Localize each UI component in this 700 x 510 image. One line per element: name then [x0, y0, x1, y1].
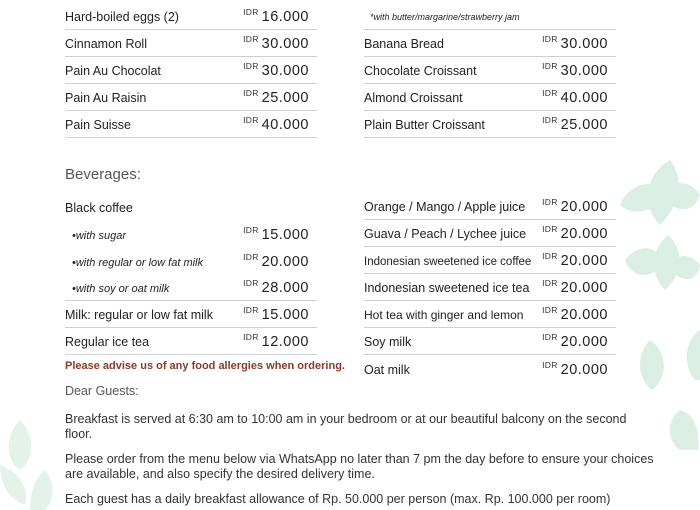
- price-amount: 20.000: [560, 280, 608, 296]
- menu-item-row: [364, 193, 616, 220]
- item-price: [542, 332, 608, 351]
- currency-label: IDR: [243, 61, 259, 71]
- menu-item-row: [364, 328, 616, 355]
- item-name: Pain Suisse: [65, 118, 132, 132]
- item-price: [243, 305, 309, 324]
- price-amount: 20.000: [560, 307, 608, 323]
- leaf-pattern-bottom-left: [0, 410, 70, 510]
- currency-label: IDR: [542, 251, 558, 261]
- menu-item-row: [364, 111, 616, 138]
- currency-label: IDR: [542, 305, 558, 315]
- item-price: [542, 197, 608, 216]
- item-name: Soy milk: [364, 335, 412, 349]
- currency-label: IDR: [243, 252, 259, 262]
- menu-item-row: [65, 220, 317, 247]
- currency-label: IDR: [542, 278, 558, 288]
- item-name: Cinnamon Roll: [65, 37, 147, 51]
- menu-item-row: [65, 30, 317, 57]
- currency-label: IDR: [243, 225, 259, 235]
- item-price: [542, 251, 608, 270]
- item-price: [243, 278, 309, 297]
- item-name: Orange / Mango / Apple juice: [364, 200, 526, 214]
- currency-label: IDR: [542, 115, 558, 125]
- price-amount: 15.000: [261, 227, 309, 243]
- currency-label: IDR: [542, 360, 558, 370]
- price-amount: 40.000: [560, 90, 608, 106]
- currency-label: IDR: [542, 88, 558, 98]
- beverages-heading: Beverages:: [65, 166, 141, 183]
- item-price: [542, 34, 608, 53]
- currency-label: IDR: [542, 224, 558, 234]
- price-amount: 30.000: [261, 63, 309, 79]
- menu-item-row: [364, 274, 616, 301]
- menu-item-row: [65, 111, 317, 138]
- price-amount: 20.000: [560, 253, 608, 269]
- currency-label: IDR: [542, 332, 558, 342]
- menu-item-row: [364, 220, 616, 247]
- item-price: [243, 115, 309, 134]
- price-amount: 20.000: [560, 334, 608, 350]
- item-name: Hard-boiled eggs (2): [65, 10, 179, 24]
- currency-label: IDR: [542, 197, 558, 207]
- menu-item-row: [364, 57, 616, 84]
- price-amount: 20.000: [560, 226, 608, 242]
- currency-label: IDR: [243, 34, 259, 44]
- item-name: •with sugar: [72, 230, 126, 242]
- price-amount: 25.000: [261, 90, 309, 106]
- menu-item-row: [65, 84, 317, 111]
- price-amount: 30.000: [560, 63, 608, 79]
- price-amount: 28.000: [261, 280, 309, 296]
- price-amount: 12.000: [261, 334, 309, 350]
- price-amount: 25.000: [560, 117, 608, 133]
- menu-item-row: [65, 247, 317, 274]
- beverages-right-column: [364, 193, 616, 382]
- breakfast-left-column: [65, 3, 317, 138]
- menu-note-row: [364, 3, 616, 30]
- price-amount: 30.000: [261, 36, 309, 52]
- item-name: Hot tea with ginger and lemon: [364, 308, 524, 322]
- item-price: [542, 224, 608, 243]
- item-name: Almond Croissant: [364, 91, 463, 105]
- item-price: [542, 278, 608, 297]
- greeting: Dear Guests:: [65, 384, 139, 398]
- item-name: Guava / Peach / Lychee juice: [364, 227, 527, 241]
- item-name: Regular ice tea: [65, 335, 150, 349]
- item-price: [243, 7, 309, 26]
- item-price: [542, 61, 608, 80]
- leaf-cluster-icon: [620, 160, 700, 450]
- menu-item-row: [364, 247, 616, 274]
- price-amount: 30.000: [560, 36, 608, 52]
- currency-label: IDR: [243, 305, 259, 315]
- currency-label: IDR: [243, 278, 259, 288]
- menu-item-row: [364, 30, 616, 57]
- price-amount: 20.000: [560, 199, 608, 215]
- currency-label: IDR: [542, 61, 558, 71]
- item-name: Pain Au Raisin: [65, 91, 147, 105]
- breakfast-hours-paragraph: Breakfast is served at 6:30 am to 10:00 am in your bedroom or at our beautiful balcony on the second floor.: [65, 412, 627, 441]
- menu-item-row: [364, 355, 616, 382]
- menu-item-row: [65, 328, 317, 355]
- menu-item-row: [65, 301, 317, 328]
- item-price: [243, 88, 309, 107]
- price-amount: 20.000: [560, 362, 608, 378]
- item-name: •with soy or oat milk: [72, 283, 170, 295]
- item-price: [542, 360, 608, 379]
- menu-item-row: [65, 3, 317, 30]
- menu-item-row: [65, 274, 317, 301]
- beverages-left-column: [65, 193, 317, 355]
- menu-heading-row: [65, 193, 317, 220]
- item-price: [243, 61, 309, 80]
- leaf-corner-icon: [0, 420, 53, 510]
- item-name: Oat milk: [364, 363, 410, 377]
- black-coffee-heading: Black coffee: [65, 201, 133, 215]
- item-name: Plain Butter Croissant: [364, 118, 485, 132]
- currency-label: IDR: [243, 7, 259, 17]
- item-price: [243, 252, 309, 271]
- menu-item-row: [364, 301, 616, 328]
- item-name: Milk: regular or low fat milk: [65, 308, 213, 322]
- item-name: •with regular or low fat milk: [72, 257, 204, 269]
- item-price: [243, 34, 309, 53]
- currency-label: IDR: [243, 115, 259, 125]
- menu-item-row: [65, 57, 317, 84]
- item-price: [542, 305, 608, 324]
- item-price: [243, 225, 309, 244]
- currency-label: IDR: [243, 332, 259, 342]
- item-name: Chocolate Croissant: [364, 64, 477, 78]
- allergy-note: Please advise us of any food allergies when ordering.: [65, 360, 345, 372]
- currency-label: IDR: [542, 34, 558, 44]
- price-amount: 40.000: [261, 117, 309, 133]
- item-name: Pain Au Chocolat: [65, 64, 161, 78]
- item-name: Indonesian sweetened ice coffee: [364, 256, 532, 268]
- currency-label: IDR: [243, 88, 259, 98]
- menu-item-row: [364, 84, 616, 111]
- item-name: Banana Bread: [364, 37, 444, 51]
- spread-note: *with butter/margarine/strawberry jam: [370, 12, 520, 22]
- price-amount: 16.000: [261, 9, 309, 25]
- item-price: [542, 115, 608, 134]
- breakfast-right-column: [364, 3, 616, 138]
- ordering-paragraph: Please order from the menu below via WhatsApp no later than 7 pm the day before to ensure your choices are available, and also specify the desired delivery time.: [65, 452, 654, 481]
- price-amount: 15.000: [261, 307, 309, 323]
- price-amount: 20.000: [261, 254, 309, 270]
- item-name: Indonesian sweetened ice tea: [364, 281, 530, 295]
- item-price: [243, 332, 309, 351]
- allowance-paragraph: Each guest has a daily breakfast allowance of Rp. 50.000 per person (max. Rp. 100.000 per room): [65, 492, 611, 506]
- item-price: [542, 88, 608, 107]
